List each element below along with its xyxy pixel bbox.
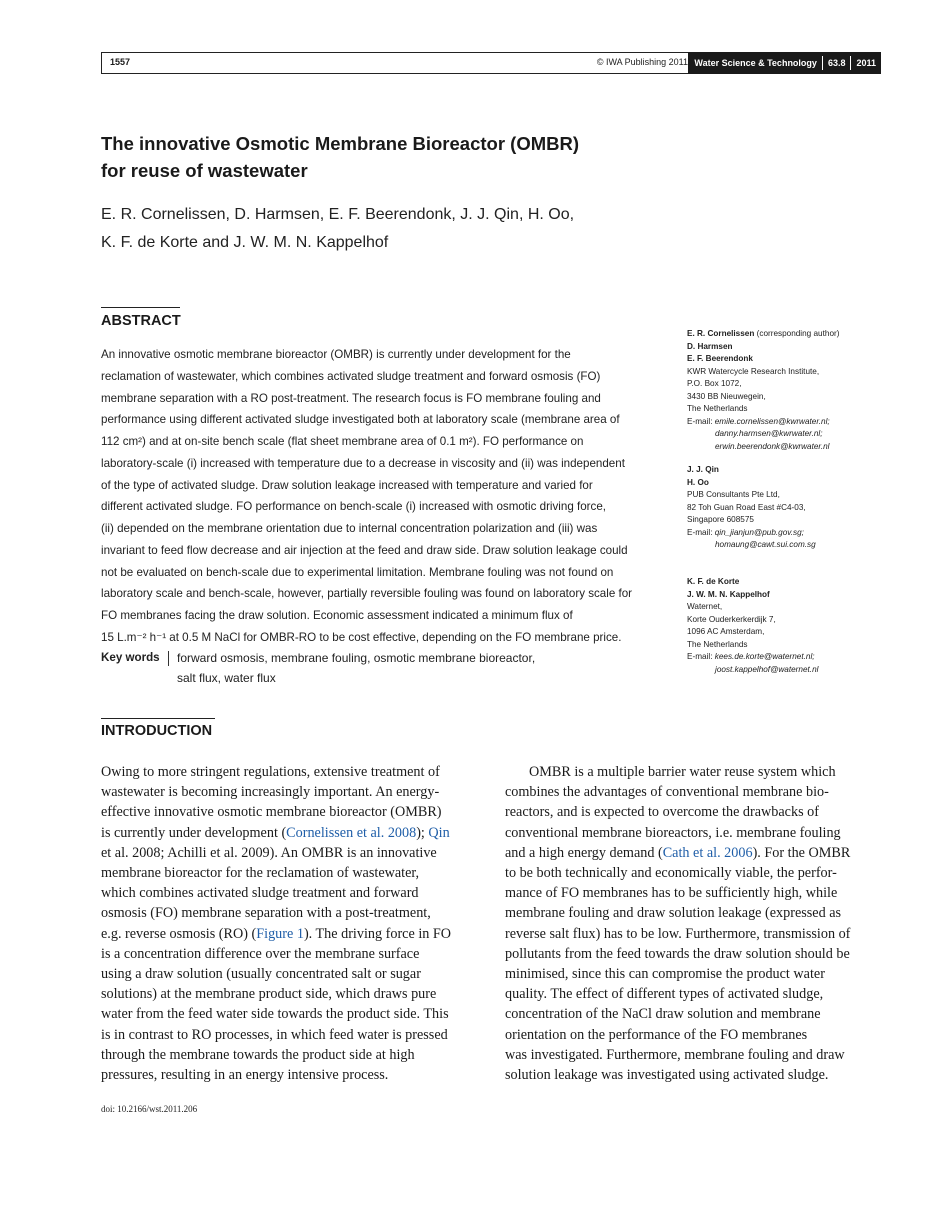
text-line: is a concentration difference over the membrane surface — [101, 945, 420, 962]
affiliation-kwr — [687, 328, 897, 453]
divider — [850, 56, 851, 70]
email-link[interactable]: kees.de.korte@waternet.nl; — [714, 652, 815, 661]
text-line: solutions) at the membrane product side, which draws pure — [101, 986, 437, 1003]
text-line: et al. 2008; Achilli et al. 2009). An OMBR is an innovative — [101, 844, 437, 861]
affiliation-waternet — [687, 576, 897, 676]
text-line: wastewater is becoming increasingly important. An energy- — [101, 784, 440, 801]
text-line: minimised, since this can compromise the product water — [505, 966, 825, 983]
author-name: E. F. Beerendonk — [687, 354, 753, 363]
text-span: ). The driving force in FO — [303, 925, 452, 942]
text-span: ). For the OMBR — [752, 844, 851, 861]
abstract-line: 112 cm²) and at on-site bench scale (flat sheet membrane area of 0.1 m²). FO performance on — [101, 435, 584, 448]
title-line: for reuse of wastewater — [101, 160, 308, 181]
author-name: D. Harmsen — [687, 341, 733, 351]
text-line: pollutants from the feed towards the draw solution should be — [505, 945, 850, 962]
abstract-line: not be evaluated on bench-scale due to experimental limitation. Membrane fouling was not found on — [101, 565, 614, 579]
text-line: reactors, and is expected to overcome the drawbacks of — [505, 804, 819, 821]
email-label: E-mail: — [687, 416, 715, 426]
introduction-heading: INTRODUCTION — [101, 723, 213, 739]
title-line: The innovative Osmotic Membrane Bioreactor (OMBR) — [101, 133, 580, 154]
address-line: The Netherlands — [687, 639, 748, 649]
paper-title — [101, 130, 701, 184]
publisher-line: © IWA Publishing 2011 — [596, 57, 688, 67]
affiliation-pub — [687, 464, 897, 552]
text-line: orientation on the performance of the FO membranes — [505, 1026, 808, 1043]
author-line: E. R. Cornelissen, D. Harmsen, E. F. Beerendonk, J. J. Qin, H. Oo, — [101, 206, 575, 223]
text-line: through the membrane towards the product side at high — [101, 1046, 415, 1063]
text-line: solution leakage was investigated using activated sludge. — [505, 1067, 829, 1084]
abstract-line: performance using different activated sludge investigated both at laboratory scale (membrane area of — [101, 413, 620, 427]
text-line: water from the feed water side towards the product side. This — [101, 1006, 449, 1023]
email-line — [687, 416, 897, 429]
address-line: Waternet, — [687, 602, 723, 611]
affiliation-author — [687, 328, 897, 341]
text-line — [505, 843, 883, 863]
email-line — [687, 527, 897, 540]
email-link[interactable]: joost.kappelhof@waternet.nl — [715, 664, 819, 674]
text-line: effective innovative osmotic membrane bioreactor (OMBR) — [101, 804, 442, 821]
address-line: 3430 BB Nieuwegein, — [687, 391, 766, 401]
address-line: 1096 AC Amsterdam, — [687, 627, 765, 636]
text-line — [101, 924, 479, 944]
address-line: The Netherlands — [687, 404, 748, 413]
keywords-line: forward osmosis, membrane fouling, osmotic membrane bioreactor, — [177, 651, 536, 665]
volume: 63.8 — [827, 58, 846, 68]
text-line: reverse salt flux) has to be low. Furthermore, transmission of — [505, 925, 851, 942]
text-line: using a draw solution (usually concentrated salt or sugar — [101, 966, 421, 983]
text-line: Owing to more stringent regulations, extensive treatment of — [101, 764, 440, 780]
keywords-divider — [168, 651, 169, 666]
address-line: PUB Consultants Pte Ltd, — [687, 490, 780, 499]
citation-link[interactable]: Qin — [428, 824, 450, 841]
email-line — [687, 651, 897, 664]
text-span: and a high energy demand ( — [505, 844, 663, 861]
citation-link[interactable]: Cath et al. 2006 — [662, 844, 753, 861]
citation-link[interactable]: Cornelissen et al. 2008 — [286, 824, 417, 841]
address-line: KWR Watercycle Research Institute, — [687, 366, 820, 376]
page-number: 1557 — [110, 57, 131, 67]
text-line: which combines activated sludge treatment and forward — [101, 885, 419, 902]
abstract-line: different activated sludge. FO performance on bench-scale (i) increased with osmotic driving force, — [101, 500, 606, 514]
keywords-list — [177, 648, 535, 688]
text-line: combines the advantages of conventional membrane bio- — [505, 784, 829, 801]
abstract-line: reclamation of wastewater, which combines activated sludge treatment and forward osmosis (FO) — [101, 369, 601, 383]
heading-rule — [101, 718, 215, 719]
abstract-line: 15 L.m⁻² h⁻¹ at 0.5 M NaCl for OMBR-RO to be cost effective, depending on the FO membrane price. — [101, 630, 622, 644]
text-span: is currently under development ( — [101, 824, 287, 841]
text-line: concentration of the NaCl draw solution and membrane — [505, 1006, 821, 1023]
abstract-body — [101, 344, 661, 649]
email-label: E-mail: — [687, 527, 715, 537]
text-line: quality. The effect of different types of activated sludge, — [505, 986, 824, 1003]
abstract-line: FO membranes facing the draw solution. Economic assessment indicated a minimum flux of — [101, 609, 573, 622]
abstract-line: An innovative osmotic membrane bioreactor (OMBR) is currently under development for the — [101, 348, 571, 361]
author-name: K. F. de Korte — [687, 577, 740, 586]
abstract-line: membrane separation with a RO post-treatment. The research focus is FO membrane fouling and — [101, 391, 601, 405]
email-label: E-mail: — [687, 652, 715, 661]
author-name: J. J. Qin — [687, 465, 719, 474]
address-line: Singapore 608575 — [687, 515, 754, 524]
author-name: J. W. M. N. Kappelhof — [687, 589, 770, 599]
intro-right-column — [505, 762, 883, 1085]
author-name: E. R. Cornelissen — [687, 329, 755, 338]
text-line: osmosis (FO) membrane separation with a post-treatment, — [101, 905, 431, 922]
abstract-line: of the type of activated sludge. Draw solution leakage increased with temperature and varied for — [101, 478, 593, 492]
text-line: to be both technically and economically viable, the perfor- — [505, 865, 837, 882]
text-line: OMBR is a multiple barrier water reuse system which — [529, 764, 836, 780]
address-line: 82 Toh Guan Road East #C4-03, — [687, 502, 806, 512]
email-link[interactable]: danny.harmsen@kwrwater.nl; — [715, 429, 823, 438]
abstract-heading: ABSTRACT — [101, 313, 181, 329]
email-link[interactable]: emile.cornelissen@kwrwater.nl; — [714, 416, 830, 426]
journal-block — [688, 52, 881, 74]
abstract-line: (ii) depended on the membrane orientation due to internal concentration polarization and (iii) was — [101, 522, 598, 535]
abstract-line: laboratory-scale (i) increased with temperature due to a decrease in viscosity and (ii) was independent — [101, 456, 625, 470]
address-line: P.O. Box 1072, — [687, 379, 742, 388]
email-link[interactable]: homaung@cawt.sui.com.sg — [715, 540, 816, 549]
text-line: was investigated. Furthermore, membrane fouling and draw — [505, 1046, 845, 1063]
author-note: (corresponding author) — [754, 329, 840, 338]
text-line: is in contrast to RO processes, in which feed water is pressed — [101, 1026, 448, 1043]
text-line: membrane bioreactor for the reclamation of wastewater, — [101, 865, 420, 882]
author-line: K. F. de Korte and J. W. M. N. Kappelhof — [101, 234, 389, 251]
text-line: conventional membrane bioreactors, i.e. membrane fouling — [505, 824, 841, 841]
keywords-label: Key words — [101, 651, 160, 664]
text-line: pressures, resulting in an energy intensive process. — [101, 1067, 389, 1084]
heading-rule — [101, 307, 180, 308]
journal-name: Water Science & Technology — [694, 58, 817, 68]
abstract-line: laboratory scale and bench-scale, however, partially reversible fouling was found on laboratory scale for — [101, 587, 633, 601]
text-line: membrane fouling and draw solution leakage (expressed as — [505, 905, 842, 922]
email-link[interactable]: qin_jianjun@pub.gov.sg; — [714, 527, 804, 537]
doi: doi: 10.2166/wst.2011.206 — [101, 1104, 198, 1114]
running-header — [101, 52, 881, 74]
keywords-line: salt flux, water flux — [177, 671, 276, 685]
text-span: ); — [416, 824, 425, 841]
figure-link[interactable]: Figure 1 — [256, 925, 304, 942]
address-line: Korte Ouderkerkerdijk 7, — [687, 614, 776, 624]
text-span: e.g. reverse osmosis (RO) ( — [101, 925, 257, 942]
author-name: H. Oo — [687, 477, 709, 487]
email-link[interactable]: erwin.beerendonk@kwrwater.nl — [715, 441, 830, 451]
intro-left-column — [101, 762, 479, 1085]
divider — [822, 56, 823, 70]
year: 2011 — [856, 58, 876, 68]
text-line: mance of FO membranes has to be sufficiently high, while — [505, 885, 838, 902]
author-list — [101, 201, 721, 257]
abstract-line: invariant to feed flow decrease and air injection at the feed and draw side. Draw solution leakage could — [101, 543, 628, 557]
text-line — [101, 823, 479, 843]
